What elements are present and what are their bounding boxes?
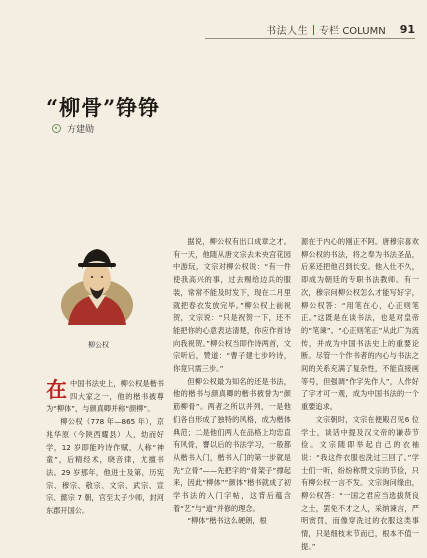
paragraph: 柳公权（778 年—865 年），京兆华原（今陕西耀县）人，幼而好学，12 岁即能吟诗作赋，人称“神童”，后精经术，晓音律，尤擅书法。29 岁那年，他进士及第，历宪宗、穆宗、敬宗、文宗、武宗、宣宗、懿宗 7 朝，官至太子少师，封河东郡开国公。 bbox=[46, 417, 164, 516]
article-column-2 bbox=[173, 236, 291, 528]
paragraph: 但柳公权最为知名的还是书法，他的楷书与颜真卿的楷书被誉为“颜筋柳骨”。两者之所以并列，一是他们各自形成了独特的风格，成为楷体典范；二是他们两人在品格上均忠直有风骨，謇以后的书法学习，一般都从楷书入门，楷书入门的第一步就是先“立骨”——先把字的“骨架子”撑起来，因此“柳体”“颜体”楷书就成了初学书法的入门字帖，这背后蕴含着“艺”与“道”并修的理念。 bbox=[173, 376, 291, 513]
header-divider bbox=[313, 25, 314, 35]
byline bbox=[52, 122, 94, 135]
header-rule bbox=[205, 38, 415, 39]
paragraph: 源在于内心的刚正不阿。唐穆宗喜欢柳公权的书法，将之奉为书法圣品，后来还把他召到长安。他入仕不久，即成为朝廷的专职书法教师。有一次，穆宗问柳公权怎么才能写好字，柳公权答：“用笔在心，心正则笔正。”这既是在谈书法，也是对皇帝的“笔谏”。“心正则笔正”从此广为流传，并成为中国书法史上的重要论断。尽管一个作书者的内心与书法之间的关系充满了复杂性，不能直接画等号，但强调“作字先作人”，人作好了字才可一观，成为中国书法的一个重要追求。 bbox=[301, 237, 419, 412]
column-label: 专栏 COLUMN bbox=[319, 26, 386, 37]
paragraph: 据说，柳公权有出口成章之才。有一天，他随从唐文宗去未央宫花园中游玩，文宗对柳公权说：“有一件使我高兴的事，过去赐给边兵的服装，常常不能及时发下，现在二月里就把春衣发放完毕。”柳公权上前祝贺，文宗说：“只是祝贺一下，还不能把你的心意表达清楚，你应作首诗向我祝贺。”柳公权当即作诗两首，文宗听后，赞道：“曹子建七步吟诗，你竟只需三步。” bbox=[173, 237, 291, 374]
portrait-caption: 柳公权 bbox=[88, 341, 109, 349]
first-paragraph bbox=[46, 378, 164, 416]
portrait-illustration bbox=[60, 235, 134, 325]
section-label: 书法人生 bbox=[266, 26, 309, 37]
page-number: 91 bbox=[399, 23, 415, 36]
page-header bbox=[266, 22, 415, 37]
paragraph: “柳体”楷书这么硬朗，根 bbox=[187, 516, 267, 526]
article-column-1 bbox=[46, 378, 164, 518]
paragraph: 文宗朝时，文宗在便殿召见6 位学士，谈话中提及汉文帝的谦恭节俭。文宗随即举起自己的衣袖说：“我这件衣服也洗过三回了。”学士们一听，纷纷称赞文宗的节俭，只有柳公权一言不发。文宗询问缘由，柳公权答：“一国之君应当选拔贤良之士，罢免不才之人，采纳谏言，严明赏罚，而像穿洗过的衣服这类事情，只是细枝末节而已，根本不值一提。” bbox=[301, 414, 419, 551]
drop-cap: 在 bbox=[46, 377, 67, 402]
first-paragraph-text: 中国书法史上，柳公权是楷书四大家之一，他的楷书被尊为“柳体”，与颜真卿并称“颜柳”。 bbox=[46, 379, 164, 414]
circle-dot-icon bbox=[52, 124, 61, 133]
author-name: 方建勋 bbox=[67, 125, 95, 135]
article-title: “柳骨”铮铮 bbox=[46, 95, 161, 120]
article-column-3 bbox=[301, 236, 419, 554]
